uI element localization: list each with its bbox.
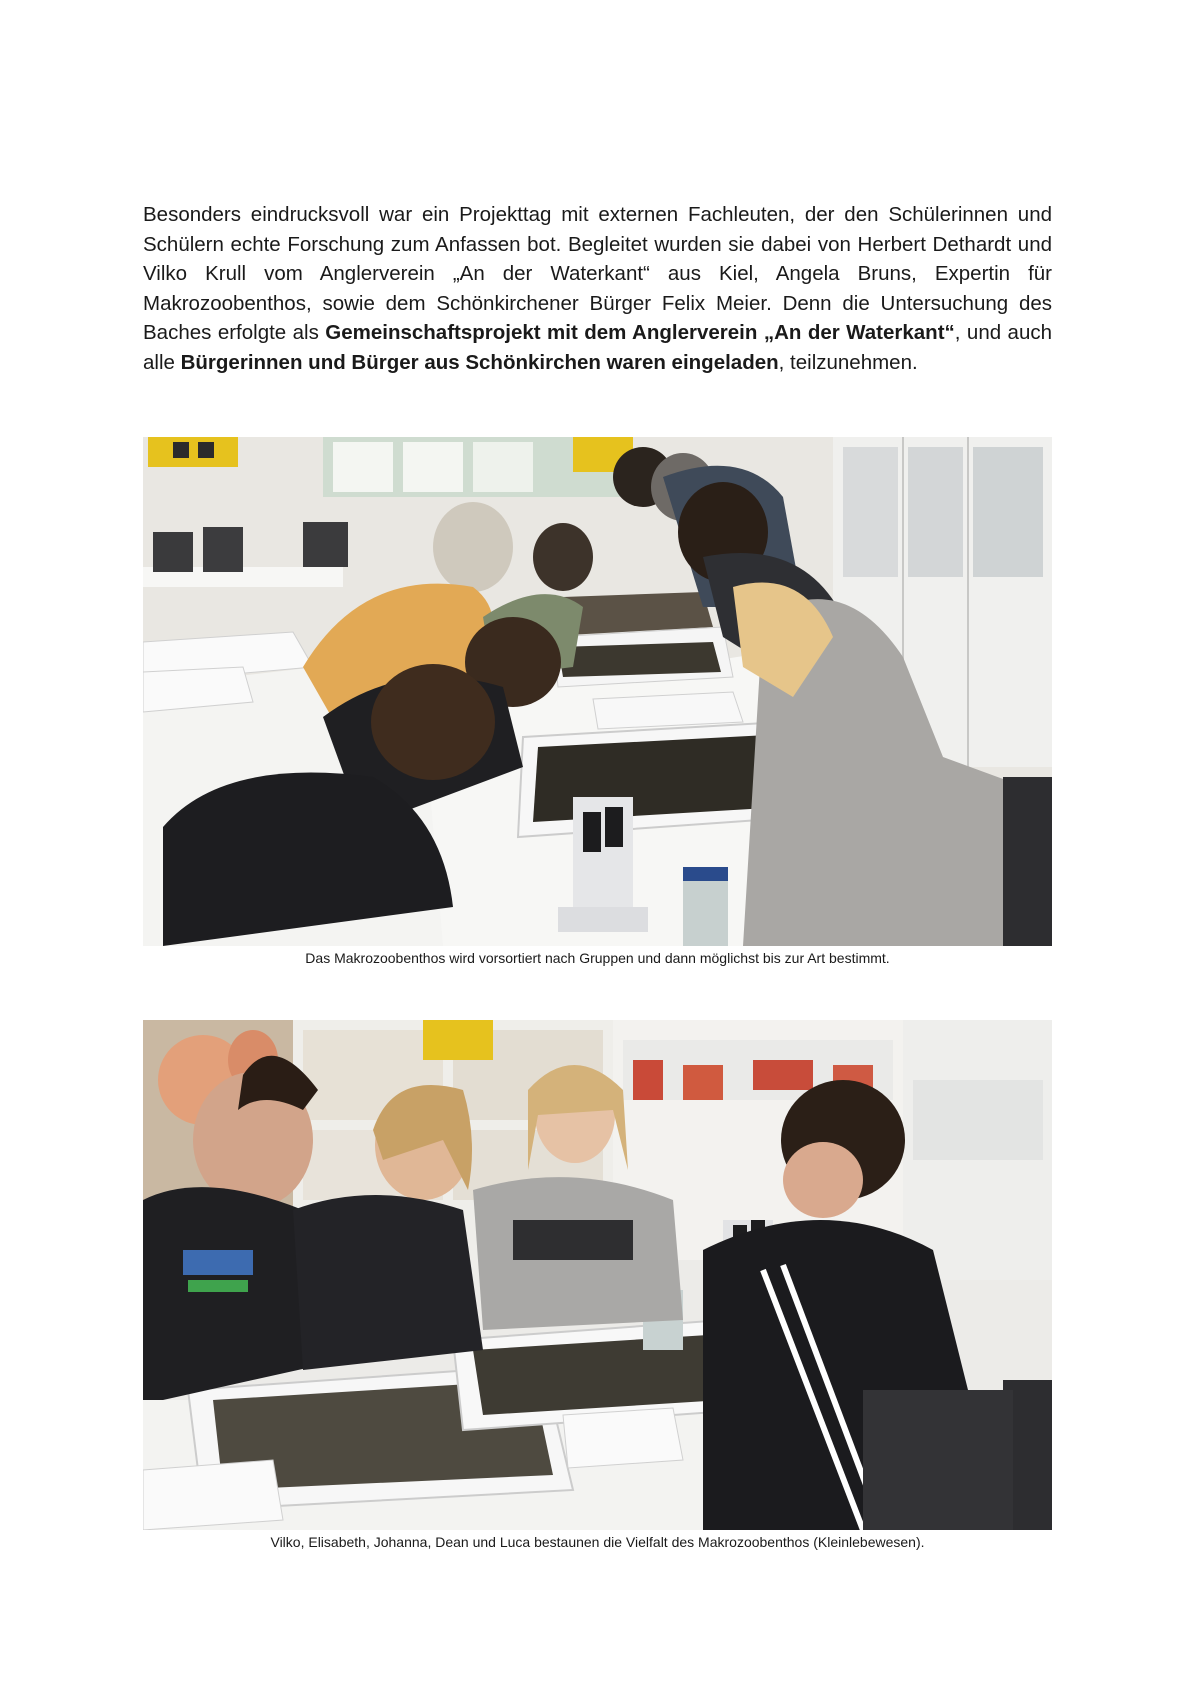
paragraph-text-1: Besonders eindrucksvoll war ein Projekttag mit externen Fachleuten, der den Schülerinnen und Schülern echte Forschung zum Anfassen bot. Begleitet wurden sie dabei von Herbert Dethardt und Vilko Krull vom Anglerverein „An der Waterkant“ aus Kiel, Angela Bruns, Expertin für Makrozoobenthos, sowie dem Schönkirchener Bürger Felix Meier. Denn die Untersuchung des Baches erfolgte als <box>143 203 1052 344</box>
caption-photo-group-observing: Vilko, Elisabeth, Johanna, Dean und Luca bestaunen die Vielfalt des Makrozoobenthos (Kleinlebewesen). <box>270 1534 925 1550</box>
photo-lab-sorting <box>143 437 1052 946</box>
paragraph-text-3: , teilzunehmen. <box>778 350 918 374</box>
caption-photo-lab-sorting: Das Makrozoobenthos wird vorsortiert nach Gruppen und dann möglichst bis zur Art bestimmt. <box>305 950 890 966</box>
paragraph-bold-1: Gemeinschaftsprojekt mit dem Anglerverein „An der Waterkant“ <box>325 321 955 344</box>
photo-group-observing-image <box>143 1020 1052 1530</box>
photo-lab-sorting-image <box>143 437 1052 946</box>
paragraph-text-2: , und auch alle <box>143 321 1053 374</box>
body-paragraph <box>143 200 1052 377</box>
photo-group-observing <box>143 1020 1052 1530</box>
paragraph-bold-2: Bürgerinnen und Bürger aus Schönkirchen waren eingeladen <box>180 350 779 374</box>
